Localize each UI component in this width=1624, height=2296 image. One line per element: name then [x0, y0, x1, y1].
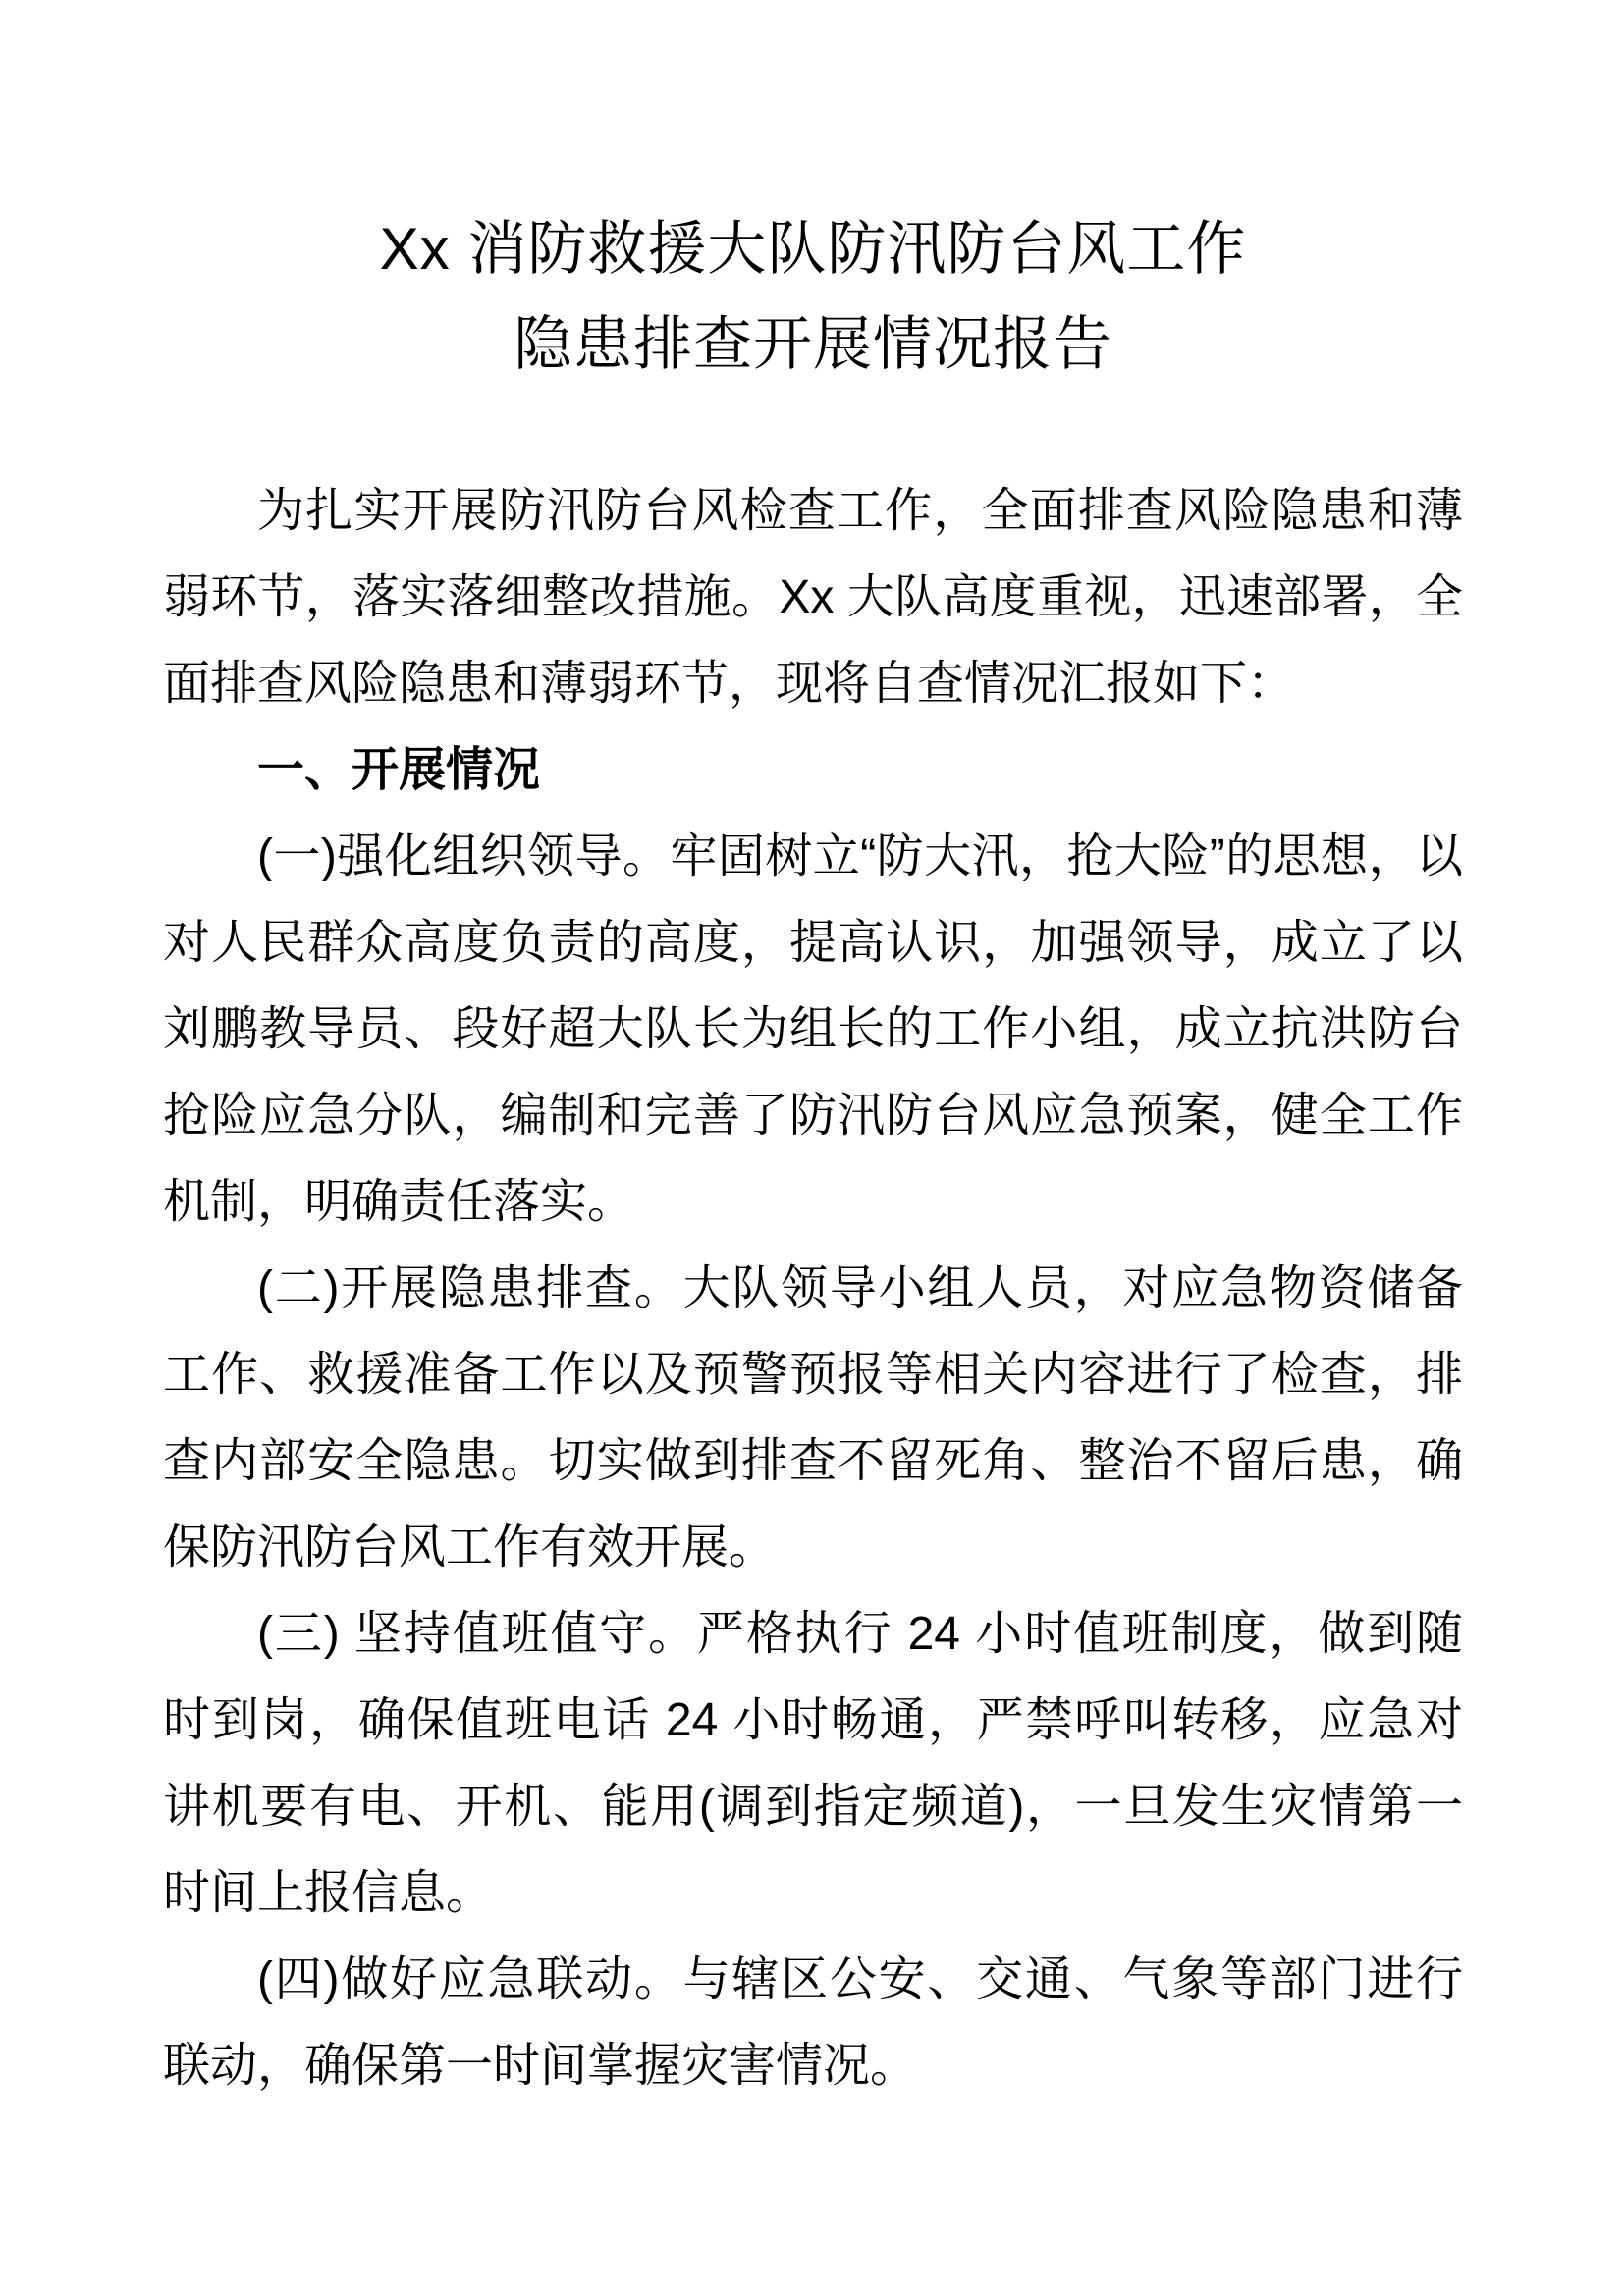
document-title [163, 201, 1463, 392]
title-line-2: 隐患排查开展情况报告 [514, 311, 1112, 377]
intro-paragraph: 为扎实开展防汛防台风检查工作，全面排查风险隐患和薄弱环节，落实落细整改措施。Xx 大队高度重视，迅速部署，全面排查风险隐患和薄弱环节，现将自查情况汇报如下： [163, 485, 1463, 710]
section-heading: 一、开展情况 [257, 744, 541, 796]
title-line-1: Xx 消防救援大队防汛防台风工作 [379, 216, 1247, 282]
document-body [163, 468, 1463, 2109]
paragraph-emergency-linkage: (四)做好应急联动。与辖区公安、交通、气象等部门进行联动，确保第一时间掌握灾害情况。 [163, 1953, 1463, 2092]
paragraph-duty-watch: (三) 坚持值班值守。严格执行 24 小时值班制度，做到随时到岗，确保值班电话 24 小时畅通，严禁呼叫转移，应急对讲机要有电、开机、能用(调到指定频道)，一旦发生灾情第一时间上报信息。 [163, 1608, 1463, 1919]
paragraph-hazard-inspection: (二)开展隐患排查。大队领导小组人员，对应急物资储备工作、救援准备工作以及预警预报等相关内容进行了检查，排查内部安全隐患。切实做到排查不留死角、整治不留后患，确保防汛防台风工作有效开展。 [163, 1262, 1463, 1574]
paragraph-strengthen-organization: (一)强化组织领导。牢固树立“防大汛，抢大险”的思想，以对人民群众高度负责的高度，提高认识，加强领导，成立了以刘鹏教导员、段好超大队长为组长的工作小组，成立抗洪防台抢险应急分队，编制和完善了防汛防台风应急预案，健全工作机制，明确责任落实。 [163, 830, 1463, 1228]
